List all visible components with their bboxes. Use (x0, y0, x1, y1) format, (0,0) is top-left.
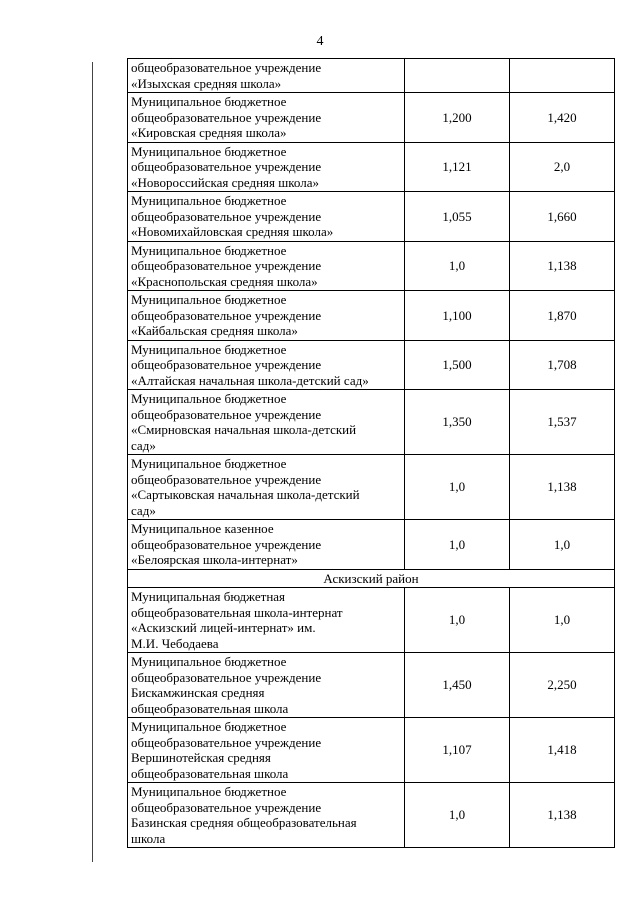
table-row (128, 718, 615, 783)
table-body (128, 59, 615, 848)
institution-name-line: общеобразовательное учреждение (131, 357, 322, 372)
coefficient-value-2: 1,0 (510, 588, 615, 653)
institution-name-cell (128, 390, 405, 455)
institution-name-line: Муниципальное бюджетное (131, 94, 287, 109)
coefficient-value-2: 1,660 (510, 192, 615, 242)
section-title: Аскизский район (128, 569, 615, 588)
coefficient-value-2: 1,138 (510, 783, 615, 848)
coefficient-value-1: 1,055 (405, 192, 510, 242)
table-row (128, 520, 615, 570)
coefficient-value-2: 1,138 (510, 455, 615, 520)
institution-name-line: Муниципальное казенное (131, 521, 274, 536)
coefficient-value-1: 1,500 (405, 340, 510, 390)
institution-name-cell (128, 653, 405, 718)
coefficient-value-2: 1,537 (510, 390, 615, 455)
institution-name-line: общеобразовательное учреждение (131, 799, 322, 815)
table-row (128, 192, 615, 242)
coefficient-value-2: 1,138 (510, 241, 615, 291)
institution-name-cell (128, 588, 405, 653)
institution-name-line: «Сартыковская начальная школа-детский (131, 487, 360, 502)
institution-name-line: М.И. Чебодаева (131, 635, 219, 651)
institution-name-line: школа (131, 830, 166, 846)
institution-name-line: общеобразовательное учреждение (131, 536, 322, 552)
coefficient-value-1: 1,450 (405, 653, 510, 718)
institution-name-line: общеобразовательное учреждение (131, 471, 322, 487)
institution-name-line: Муниципальное бюджетное (131, 193, 287, 208)
institution-name-cell (128, 783, 405, 848)
institution-name-line: «Кировская средняя школа» (131, 125, 287, 140)
section-row (128, 569, 615, 588)
table-row (128, 653, 615, 718)
coefficient-value-1: 1,200 (405, 93, 510, 143)
institution-name-line: общеобразовательное учреждение (131, 734, 322, 750)
coefficient-value-1: 1,0 (405, 588, 510, 653)
institution-name-line: «Смирновская начальная школа-детский (131, 422, 357, 437)
coefficients-table (127, 58, 615, 848)
institution-name-cell (128, 520, 405, 570)
institution-name-line: Муниципальное бюджетное (131, 341, 287, 357)
institution-name-line: Муниципальное бюджетное (131, 784, 287, 799)
institution-name-line: общеобразовательное учреждение (131, 669, 322, 685)
institution-name-line: Муниципальное бюджетное (131, 143, 287, 159)
coefficient-value-1: 1,0 (405, 520, 510, 570)
table-row (128, 93, 615, 143)
institution-name-line: общеобразовательное учреждение (131, 307, 322, 323)
coefficient-value-2: 1,0 (510, 520, 615, 570)
institution-name-line: Муниципальное бюджетное (131, 391, 287, 406)
institution-name-cell (128, 340, 405, 390)
coefficient-value-2 (510, 59, 615, 93)
institution-name-line: общеобразовательная школа (131, 700, 289, 716)
coefficient-value-2: 2,0 (510, 142, 615, 192)
institution-name-line: общеобразовательная школа-интернат (131, 604, 343, 620)
institution-name-cell (128, 455, 405, 520)
page-number: 4 (316, 34, 324, 49)
table-row (128, 291, 615, 341)
margin-rule (92, 62, 93, 862)
institution-name-line: «Алтайская начальная школа-детский сад» (131, 372, 369, 388)
table-row (128, 59, 615, 93)
table-row (128, 340, 615, 390)
institution-name-line: Бискамжинская средняя (131, 685, 265, 700)
table-row (128, 142, 615, 192)
coefficient-value-1: 1,0 (405, 455, 510, 520)
coefficient-value-1: 1,0 (405, 241, 510, 291)
institution-name-line: «Новомихайловская средняя школа» (131, 224, 334, 239)
institution-name-line: «Кайбальская средняя школа» (131, 323, 298, 338)
institution-name-line: общеобразовательное учреждение (131, 258, 322, 273)
institution-name-cell (128, 142, 405, 192)
institution-name-line: сад» (131, 437, 156, 453)
institution-name-cell (128, 291, 405, 341)
coefficient-value-1: 1,350 (405, 390, 510, 455)
institution-name-line: общеобразовательное учреждение (131, 406, 322, 422)
coefficient-value-2: 1,870 (510, 291, 615, 341)
institution-name-cell (128, 59, 405, 93)
institution-name-cell (128, 241, 405, 291)
institution-name-cell (128, 718, 405, 783)
coefficient-value-1: 1,0 (405, 783, 510, 848)
coefficient-value-2: 1,708 (510, 340, 615, 390)
table-row (128, 783, 615, 848)
institution-name-cell (128, 93, 405, 143)
institution-name-line: «Изыхская средняя школа» (131, 75, 282, 91)
institution-name-line: «Белоярская школа-интернат» (131, 552, 298, 567)
institution-name-line: общеобразовательная школа (131, 765, 289, 781)
institution-name-line: Муниципальное бюджетное (131, 654, 287, 669)
institution-name-line: сад» (131, 502, 156, 518)
institution-name-line: Муниципальное бюджетное (131, 292, 287, 307)
institution-name-line: общеобразовательное учреждение (131, 60, 322, 75)
institution-name-cell (128, 192, 405, 242)
institution-name-line: Муниципальная бюджетная (131, 589, 286, 604)
coefficient-value-2: 1,418 (510, 718, 615, 783)
institution-name-line: Муниципальное бюджетное (131, 456, 287, 471)
institution-name-line: Муниципальное бюджетное (131, 719, 287, 734)
institution-name-line: «Аскизский лицей-интернат» им. (131, 620, 316, 635)
coefficient-value-1: 1,107 (405, 718, 510, 783)
table-row (128, 241, 615, 291)
coefficient-value-1: 1,121 (405, 142, 510, 192)
institution-name-line: общеобразовательное учреждение (131, 208, 322, 224)
institution-name-line: «Новороссийская средняя школа» (131, 174, 320, 190)
institution-name-line: общеобразовательное учреждение (131, 109, 322, 125)
table-row (128, 455, 615, 520)
coefficient-value-1: 1,100 (405, 291, 510, 341)
institution-name-line: Базинская средняя общеобразовательная (131, 815, 357, 830)
coefficient-value-2: 2,250 (510, 653, 615, 718)
institution-name-line: «Краснопольская средняя школа» (131, 273, 318, 289)
coefficient-value-1 (405, 59, 510, 93)
coefficient-value-2: 1,420 (510, 93, 615, 143)
table-row (128, 390, 615, 455)
table-row (128, 588, 615, 653)
institution-name-line: Муниципальное бюджетное (131, 242, 287, 258)
institution-name-line: общеобразовательное учреждение (131, 159, 322, 174)
institution-name-line: Вершинотейская средняя (131, 750, 271, 765)
